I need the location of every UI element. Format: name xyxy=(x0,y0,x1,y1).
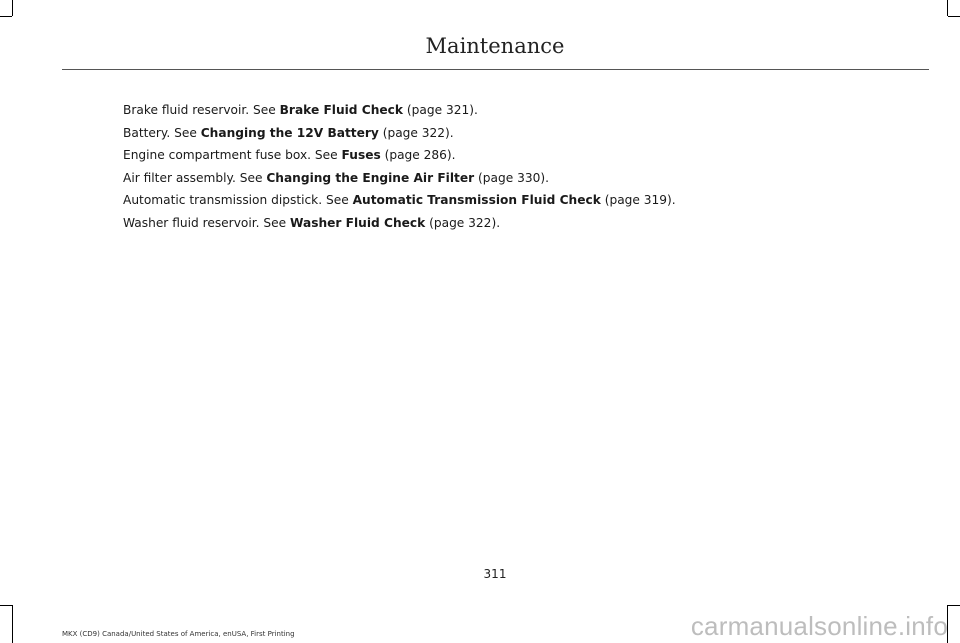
crop-mark xyxy=(12,605,13,643)
item-text xyxy=(123,170,549,186)
page-reference: (page 319). xyxy=(600,193,676,207)
watermark: carmanualsonline.info xyxy=(690,611,948,641)
cross-reference-link[interactable]: Changing the 12V Battery xyxy=(200,125,379,140)
item-description: Engine compartment fuse box. See xyxy=(123,148,342,162)
edition-footer: MKX (CD9) Canada/United States of America, enUSA, First Printing xyxy=(62,630,295,638)
crop-mark xyxy=(0,16,12,17)
item-text xyxy=(123,102,478,118)
page-reference: (page 322). xyxy=(425,215,501,230)
page-reference: (page 321). xyxy=(403,103,478,117)
item-description: Air filter assembly. See xyxy=(123,170,267,185)
page-reference: (page 286). xyxy=(380,148,456,162)
cross-reference-link[interactable]: Washer Fluid Check xyxy=(290,215,426,230)
item-description: Battery. See xyxy=(123,125,201,140)
cross-reference-link[interactable]: Brake Fluid Check xyxy=(279,103,403,117)
page-reference: (page 322). xyxy=(378,125,454,140)
header-divider xyxy=(62,69,929,70)
crop-mark xyxy=(0,605,12,606)
cross-reference-link[interactable]: Automatic Transmission Fluid Check xyxy=(352,193,601,207)
page-reference: (page 330). xyxy=(474,170,549,185)
page-number: 311 xyxy=(483,567,507,581)
item-text xyxy=(123,192,676,208)
item-description: Washer fluid reservoir. See xyxy=(123,215,290,230)
page-title: Maintenance xyxy=(425,34,565,58)
item-text xyxy=(123,215,500,231)
crop-mark xyxy=(948,605,960,606)
item-description: Automatic transmission dipstick. See xyxy=(123,193,353,207)
cross-reference-link[interactable]: Changing the Engine Air Filter xyxy=(266,170,475,185)
cross-reference-link[interactable]: Fuses xyxy=(341,148,381,162)
item-text xyxy=(123,125,454,141)
crop-mark xyxy=(12,0,13,16)
item-text xyxy=(123,147,456,163)
crop-mark xyxy=(947,0,948,16)
item-description: Brake fluid reservoir. See xyxy=(123,103,280,117)
crop-mark xyxy=(948,16,960,17)
